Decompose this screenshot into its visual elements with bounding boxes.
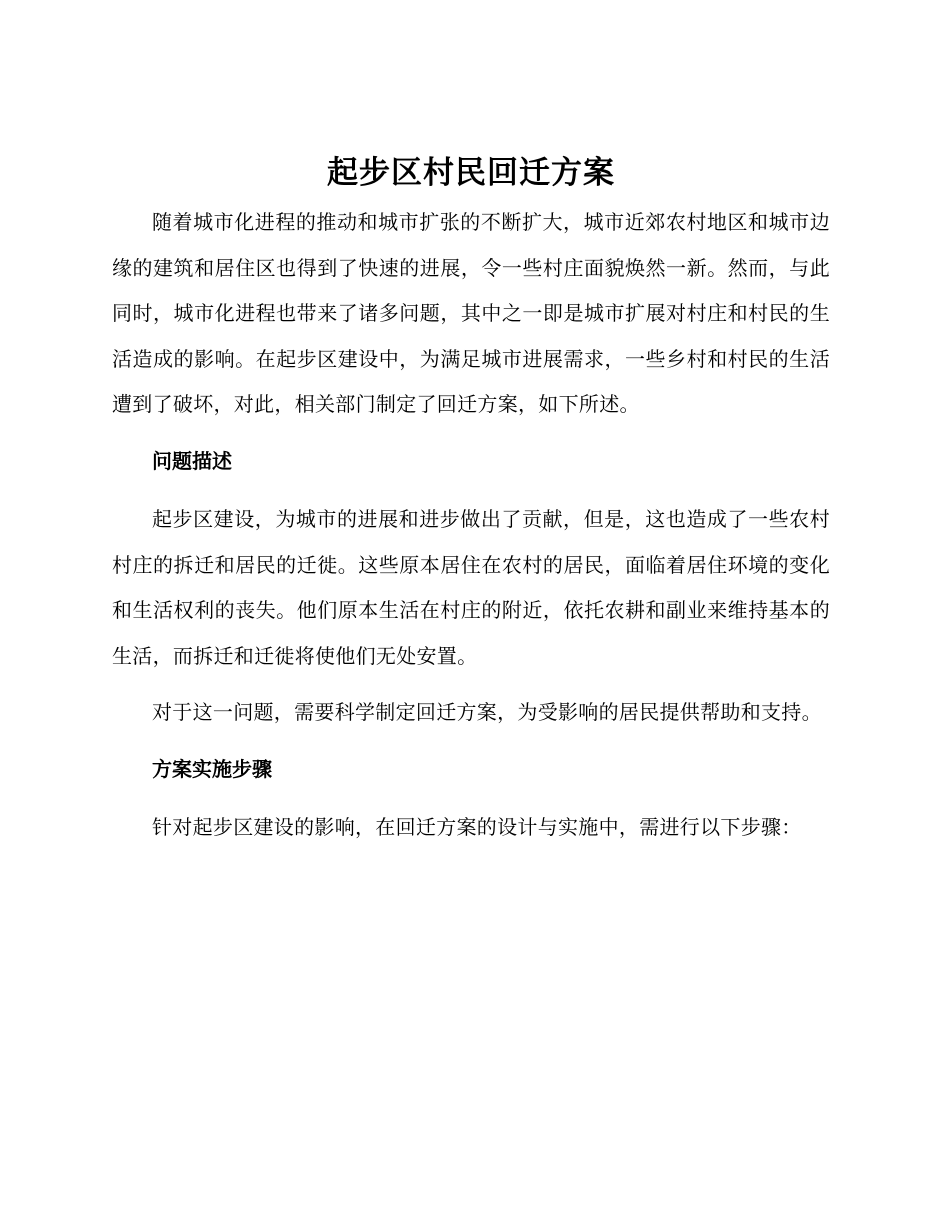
- document-title: 起步区村民回迁方案: [327, 155, 615, 191]
- problem-paragraph-1: 起步区建设，为城市的进展和进步做出了贡献，但是，这也造成了一些农村村庄的拆迁和居民的迁徙。这些原本居住在农村的居民，面临着居住环境的变化和生活权利的丧失。他们原本生活在村庄的附近，依托农耕和副业来维持基本的生活，而拆迁和迁徙将使他们无处安置。: [112, 507, 830, 668]
- section-heading-problem: 问题描述: [152, 448, 232, 473]
- problem-paragraph-2: 对于这一问题，需要科学制定回迁方案，为受影响的居民提供帮助和支持。: [152, 700, 822, 724]
- intro-paragraph: 随着城市化进程的推动和城市扩张的不断扩大，城市近郊农村地区和城市边缘的建筑和居住区也得到了快速的进展，令一些村庄面貌焕然一新。然而，与此同时，城市化进程也带来了诸多问题，其中之一即是城市扩展对村庄和村民的生活造成的影响。在起步区建设中，为满足城市进展需求，一些乡村和村民的生活遭到了破坏，对此，相关部门制定了回迁方案，如下所述。: [112, 210, 830, 416]
- document-page: [112, 148, 830, 862]
- steps-paragraph-1: 针对起步区建设的影响，在回迁方案的设计与实施中，需进行以下步骤：: [152, 815, 802, 839]
- section-heading-steps: 方案实施步骤: [152, 756, 272, 781]
